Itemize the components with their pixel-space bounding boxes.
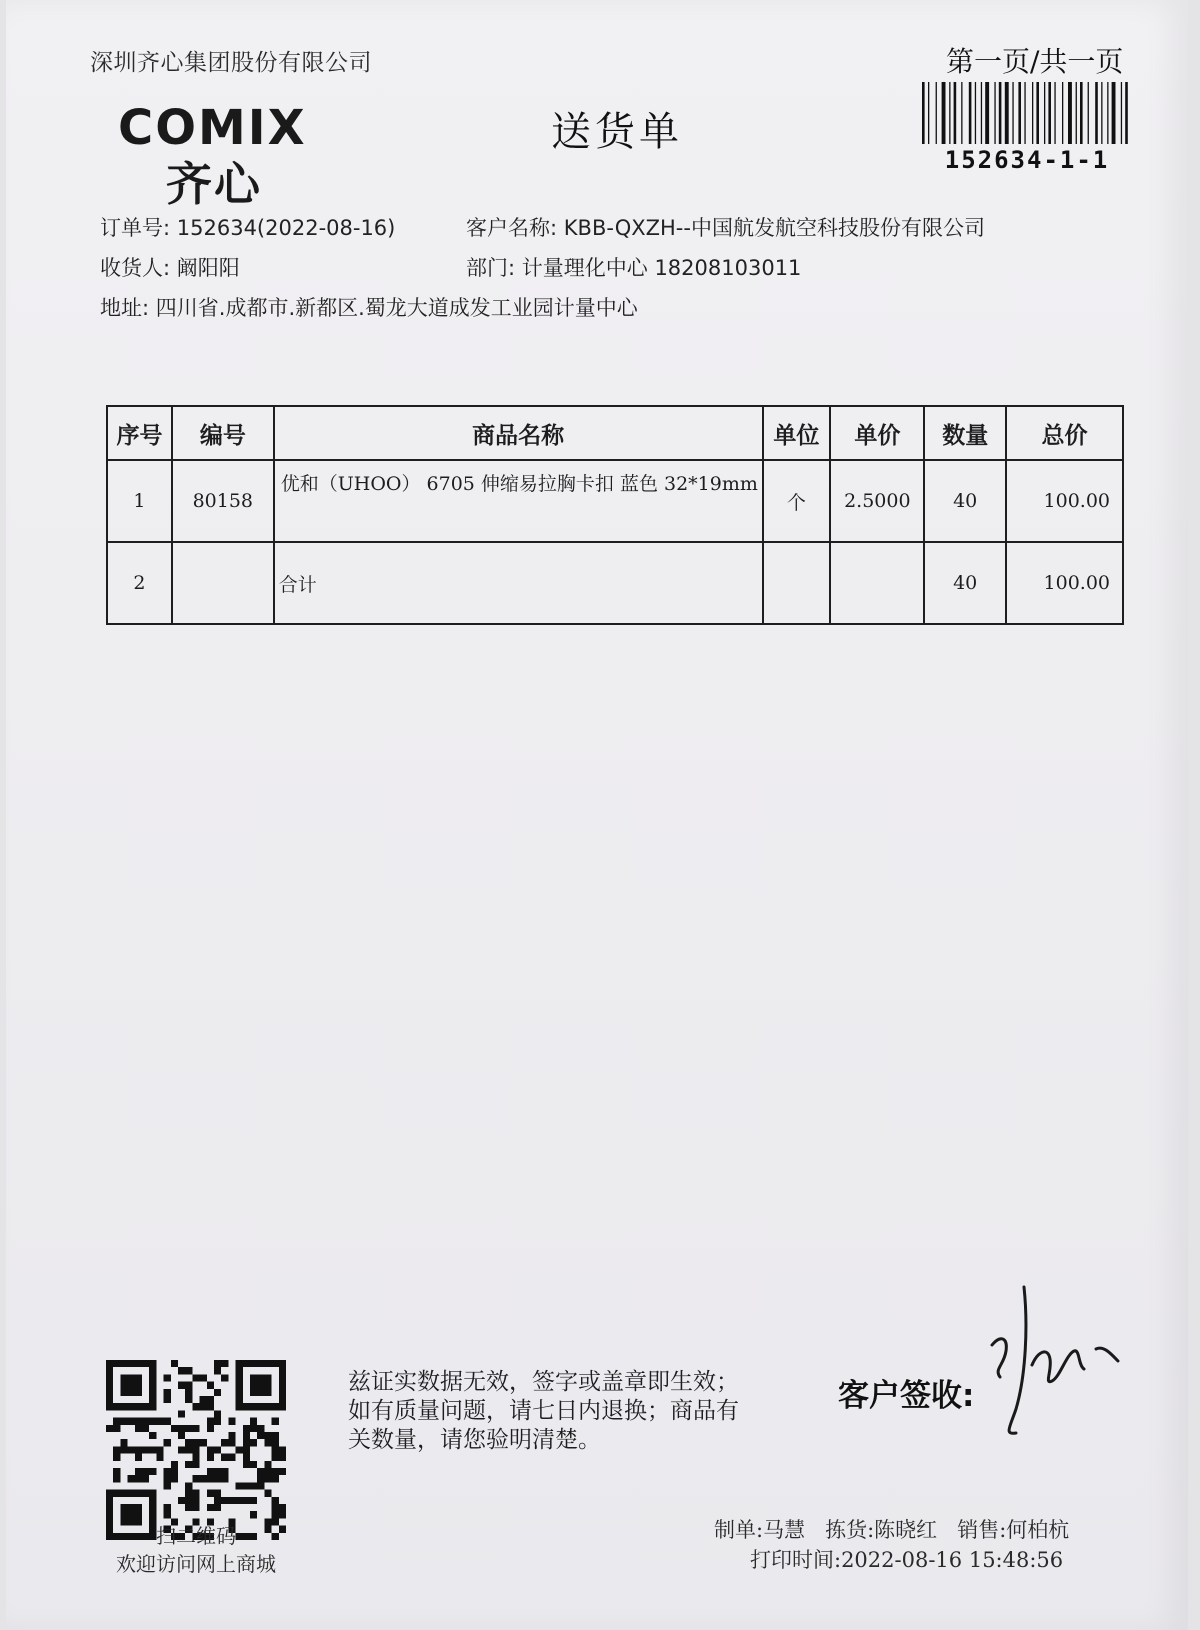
barcode (922, 82, 1130, 144)
cell-code: 80158 (172, 460, 274, 542)
cell-unit: 个 (763, 460, 831, 542)
receiver (100, 252, 240, 282)
table-header-row (107, 406, 1123, 460)
dept-label: 部门: (466, 256, 516, 280)
col-header-product: 商品名称 (274, 406, 763, 460)
address-label: 地址: (100, 296, 150, 320)
sales: 销售:何柏杭 (957, 1518, 1070, 1542)
dept-value: 计量理化中心 18208103011 (521, 256, 802, 280)
table-row (107, 460, 1123, 542)
comix-logo: COMIX (118, 100, 307, 156)
qr-caption-scan: 扫二维码 (156, 1524, 236, 1548)
cell-seq: 2 (107, 542, 172, 624)
col-header-qty: 数量 (924, 406, 1006, 460)
customer-name (466, 212, 985, 242)
qr-code[interactable] (106, 1360, 286, 1540)
table-row-total (107, 542, 1123, 624)
barcode-number: 152634-1-1 (944, 146, 1110, 174)
col-header-unit: 单位 (763, 406, 831, 460)
cell-product: 合计 (274, 542, 763, 624)
cell-unit (763, 542, 831, 624)
order-value: 152634(2022-08-16) (176, 216, 396, 240)
col-header-seq: 序号 (107, 406, 172, 460)
cell-code (172, 542, 274, 624)
cell-price (830, 542, 924, 624)
cell-qty: 40 (924, 542, 1006, 624)
receiver-label: 收货人: (100, 256, 171, 280)
col-header-total: 总价 (1006, 406, 1123, 460)
qr-caption-shop: 欢迎访问网上商城 (116, 1552, 276, 1576)
col-header-code: 编号 (172, 406, 274, 460)
cell-total: 100.00 (1006, 542, 1123, 624)
department (466, 252, 801, 282)
order-label: 订单号: (100, 216, 171, 240)
col-header-price: 单价 (830, 406, 924, 460)
address (100, 292, 638, 322)
footer-staff (714, 1514, 1069, 1544)
picker: 拣货:陈晓红 (825, 1518, 938, 1542)
print-time: 打印时间:2022-08-16 15:48:56 (750, 1548, 1064, 1572)
maker: 制单:马慧 (714, 1518, 806, 1542)
cell-seq: 1 (107, 460, 172, 542)
cell-product: 优和（UHOO） 6705 伸缩易拉胸卡扣 蓝色 32*19mm (274, 460, 763, 542)
cell-total: 100.00 (1006, 460, 1123, 542)
receiver-value: 阚阳阳 (176, 256, 240, 280)
qixin-logo: 齐心 (166, 157, 262, 211)
company-name: 深圳齐心集团股份有限公司 (90, 50, 372, 76)
address-value: 四川省.成都市.新都区.蜀龙大道成发工业园计量中心 (155, 296, 638, 320)
handwritten-signature (986, 1285, 1136, 1455)
page-indicator: 第一页/共一页 (946, 45, 1124, 78)
cell-qty: 40 (924, 460, 1006, 542)
customer-label: 客户名称: (466, 216, 558, 240)
items-table (106, 405, 1124, 625)
cell-price: 2.5000 (830, 460, 924, 542)
customer-value: KBB-QXZH--中国航发航空科技股份有限公司 (563, 216, 985, 240)
document-title: 送货单 (551, 109, 683, 155)
delivery-note (6, 0, 1188, 1630)
order-number (100, 212, 395, 242)
customer-signature-label: 客户签收: (838, 1378, 975, 1414)
validity-notice: 兹证实数据无效，签字或盖章即生效；如有质量问题，请七日内退换；商品有关数量，请您验明清楚。 (348, 1369, 739, 1453)
